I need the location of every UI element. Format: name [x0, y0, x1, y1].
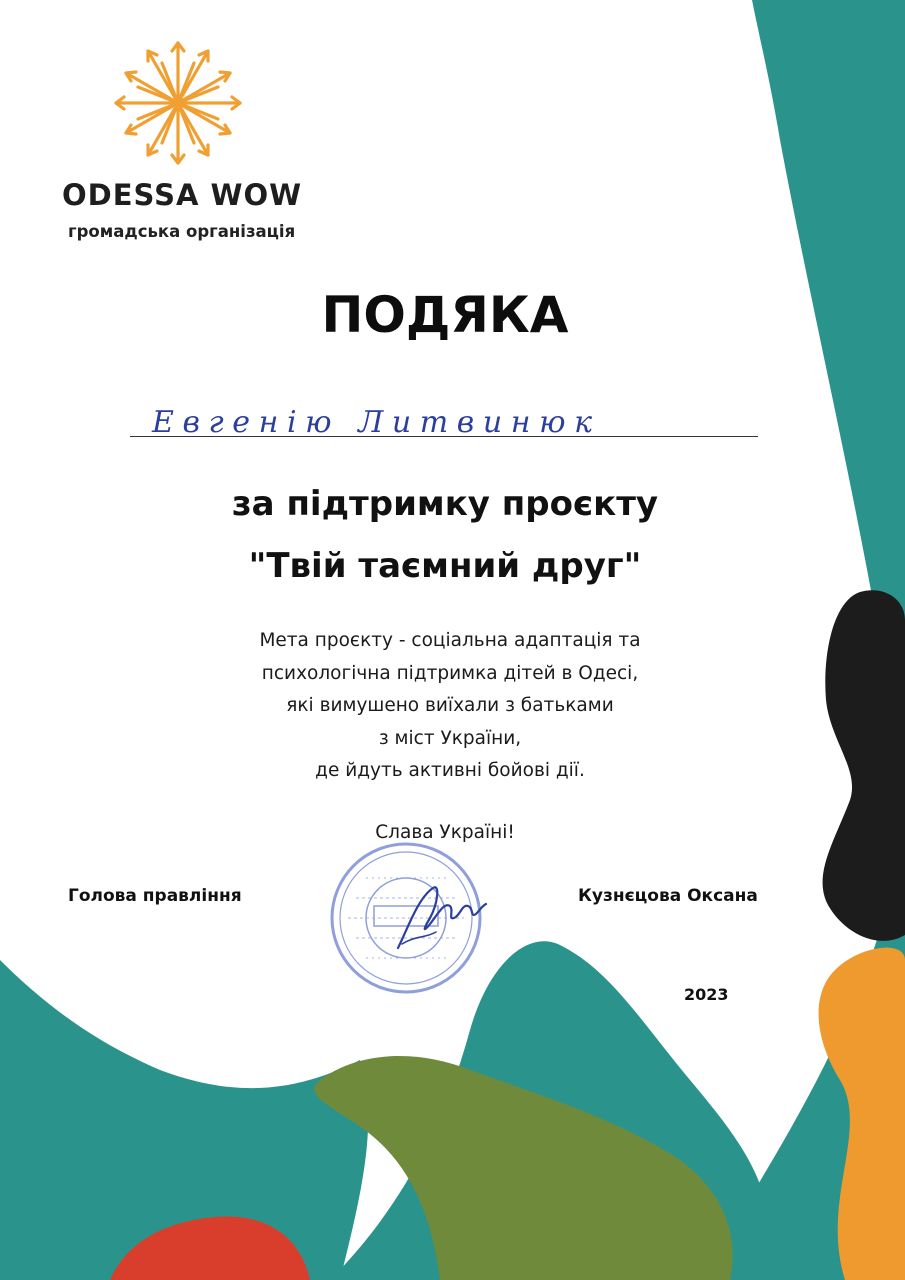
sunburst-arrows-icon: [108, 36, 248, 170]
description-line: з міст України,: [378, 727, 522, 749]
recipient-name-text: Евгенію Литвинюк: [152, 405, 592, 440]
project-name: "Твій таємний друг": [248, 546, 642, 586]
recipient-underline: [130, 436, 758, 437]
head-of-board-label: Голова правління: [68, 886, 242, 906]
organization-name: ODESSA WOW: [62, 178, 303, 212]
organization-type: громадська організація: [68, 222, 296, 241]
description-line: психологічна підтримка дітей в Одесі,: [261, 662, 639, 684]
support-line: за підтримку проєкту: [231, 484, 659, 524]
description-line: які вимушено виїхали з батьками: [286, 695, 614, 716]
description-line: Мета проєкту - соціальна адаптація та: [259, 630, 641, 651]
dark-blob: [823, 590, 905, 941]
document-title: ПОДЯКА: [321, 286, 569, 344]
head-of-board-name: Кузнєцова Оксана: [578, 886, 758, 906]
description-line: де йдуть активні бойові дії.: [315, 760, 585, 781]
year: 2023: [684, 985, 729, 1004]
handwritten-signature: [378, 868, 488, 958]
project-description: [170, 625, 730, 788]
slogan: Слава Україні!: [375, 822, 515, 843]
